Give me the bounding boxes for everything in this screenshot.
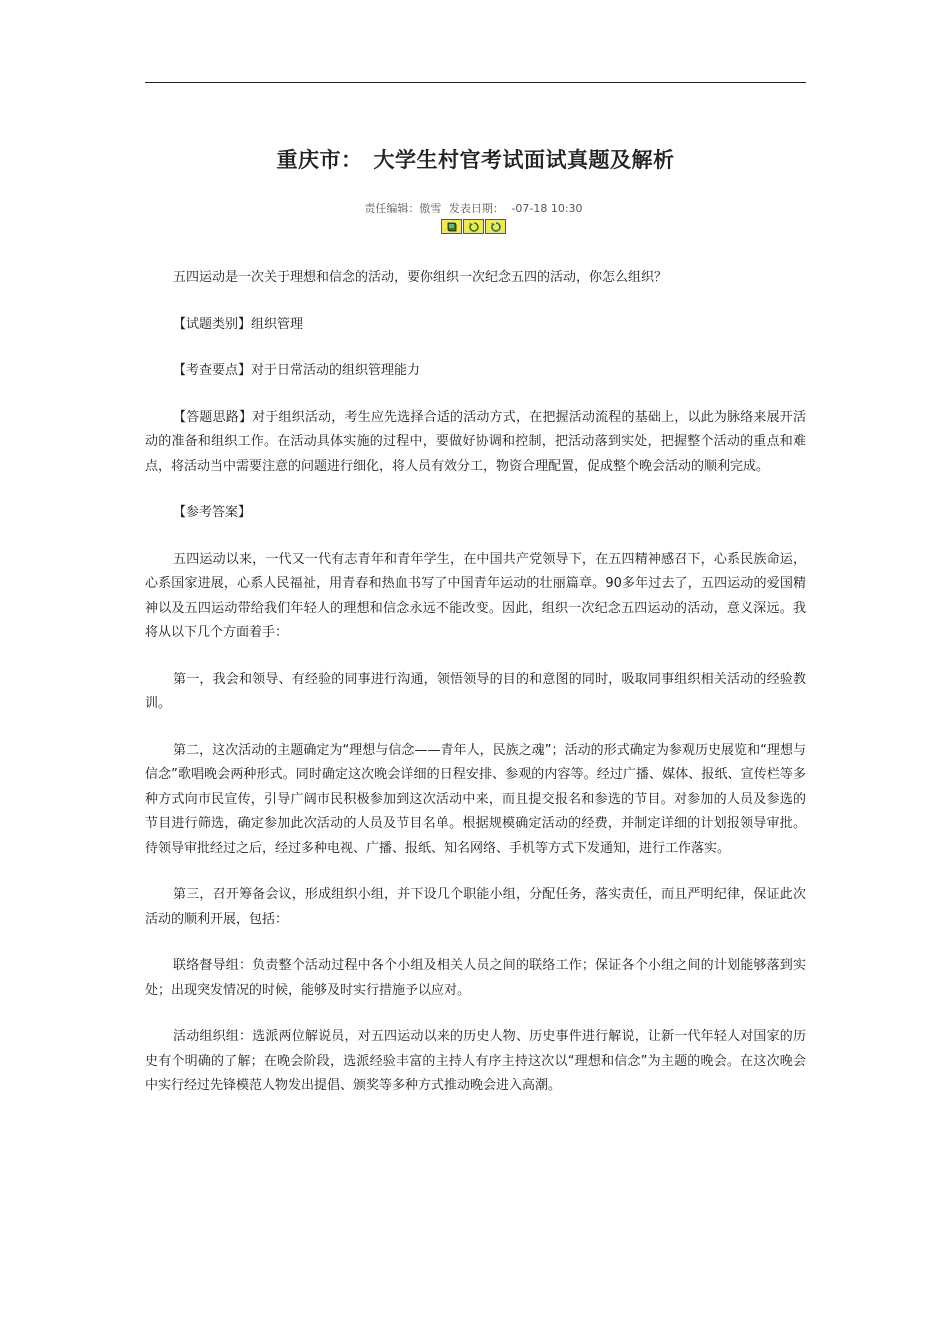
category-paragraph: 【试题类别】组织管理 [173, 316, 304, 332]
article-meta [145, 200, 806, 216]
print-icon[interactable] [485, 219, 506, 234]
answer-paragraph: 活动组织组：选派两位解说员，对五四运动以来的历史人物、历史事件进行解说，让新一代年轻人对国家的历史有个明确的了解；在晚会阶段，选派经验丰富的主持人有序主持这次以“理想和信念”为主题的晚会。在这次晚会中实行经过先锋模范人物发出提倡、颁奖等多种方式推动晚会进入高潮。 [145, 1029, 806, 1093]
article-toolbar [441, 219, 507, 236]
reference-answer-heading: 【参考答案】 [173, 505, 252, 520]
article-body [145, 266, 806, 1121]
top-divider [145, 82, 806, 83]
question-paragraph: 五四运动是一次关于理想和信念的活动，要你组织一次纪念五四的活动，你怎么组织？ [173, 270, 668, 285]
refresh-icon[interactable] [463, 219, 484, 234]
key-points-paragraph: 【考查要点】对于日常活动的组织管理能力 [173, 363, 421, 378]
answer-paragraph: 联络督导组：负责整个活动过程中各个小组及相关人员之间的联络工作；保证各个小组之间的计划能够落到实处；出现突发情况的时候，能够及时实行措施予以应对。 [145, 958, 806, 998]
answer-paragraph: 五四运动以来，一代又一代有志青年和青年学生，在中国共产党领导下，在五四精神感召下，心系民族命运，心系国家进展，心系人民福祉，用青春和热血书写了中国青年运动的壮丽篇章。90多年过去了，五四运动的爱国精神以及五四运动带给我们年轻人的理想和信念永远不能改变。因此，组织一次纪念五四运动的活动，意义深远。我将从以下几个方面着手： [145, 551, 806, 640]
answer-paragraph: 第三，召开筹备会议，形成组织小组，并下设几个职能小组，分配任务，落实责任，而且严明纪律，保证此次活动的顺利开展，包括： [145, 887, 806, 927]
scroll-icon[interactable] [441, 219, 462, 234]
answer-paragraph: 第二，这次活动的主题确定为“理想与信念——青年人，民族之魂”；活动的形式确定为参观历史展览和“理想与信念”歌唱晚会两种形式。同时确定这次晚会详细的日程安排、参观的内容等。经过广播、媒体、报纸、宣传栏等多种方式向市民宣传，引导广阔市民积极参加到这次活动中来，而且提交报名和参选的节目。对参加的人员及参选的节目进行筛选，确定参加此次活动的人员及节目名单。根据规模确定活动的经费，并制定详细的计划报领导审批。待领导审批经过之后，经过多种电视、广播、报纸、知名网络、手机等方式下发通知，进行工作落实。 [145, 742, 806, 856]
date-label: 发表日期： [448, 202, 504, 215]
answer-paragraph: 第一，我会和领导、有经验的同事进行沟通，领悟领导的目的和意图的同时，吸取同事组织相关活动的经验教训。 [145, 671, 806, 711]
editor-label: 责任编辑：傲雪 [364, 202, 442, 215]
page-title: 重庆市： 大学生村官考试面试真题及解析 [276, 148, 675, 172]
approach-paragraph: 【答题思路】对于组织活动，考生应先选择合适的活动方式，在把握活动流程的基础上，以此为脉络来展开活动的准备和组织工作。在活动具体实施的过程中，要做好协调和控制，把活动落到实处，把握整个活动的重点和难点，将活动当中需要注意的问题进行细化，将人员有效分工，物资合理配置，促成整个晚会活动的顺利完成。 [145, 409, 806, 474]
date-value: -07-18 10:30 [511, 202, 583, 215]
